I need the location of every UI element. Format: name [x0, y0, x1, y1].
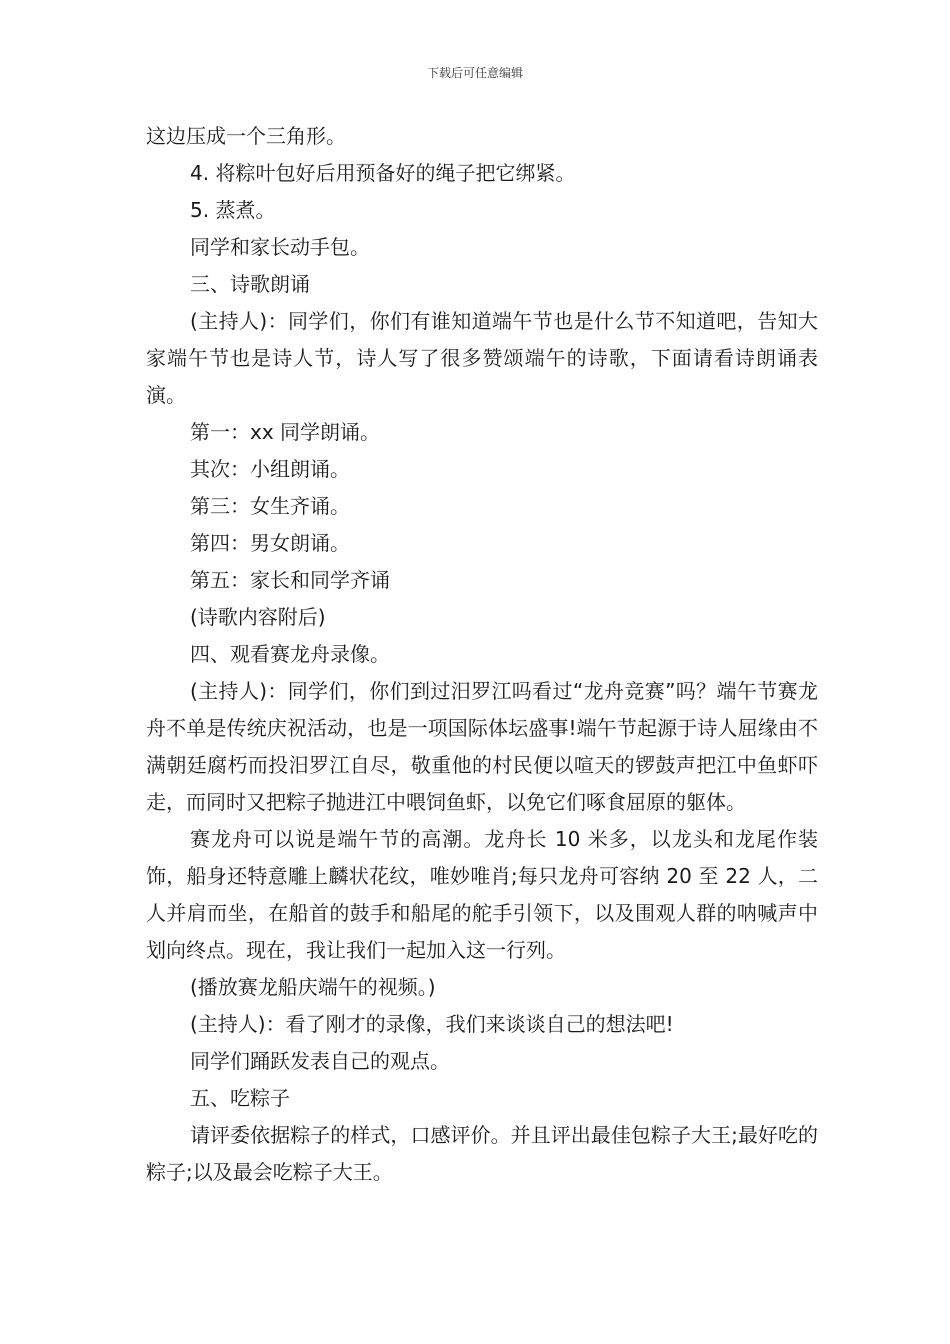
section-heading: 三、诗歌朗诵: [190, 272, 310, 296]
paragraph: 其次：小组朗诵。: [190, 457, 350, 481]
paragraph: 同学们踊跃发表自己的观点。: [190, 1049, 450, 1073]
paragraph: (主持人)：看了刚才的录像，我们来谈谈自己的想法吧!: [190, 1012, 674, 1036]
paragraph: (主持人)：同学们，你们有谁知道端午节也是什么节不知道吧，告知大家端午节也是诗人节，诗人写了很多赞颂端午的诗歌，下面请看诗朗诵表演。: [146, 309, 818, 407]
paragraph: 4. 将粽叶包好后用预备好的绳子把它绑紧。: [190, 161, 576, 185]
document-body: [146, 118, 818, 1191]
paragraph: 这边压成一个三角形。: [146, 124, 346, 148]
paragraph: 第五：家长和同学齐诵: [190, 568, 390, 592]
section-heading: 五、吃粽子: [190, 1086, 290, 1110]
paragraph: 请评委依据粽子的样式，口感评价。并且评出最佳包粽子大王;最好吃的粽子;以及最会吃粽子大王。: [146, 1123, 818, 1184]
paragraph: (播放赛龙船庆端午的视频。): [190, 975, 436, 999]
paragraph: (主持人)：同学们，你们到过汨罗江吗看过“龙舟竞赛”吗？端午节赛龙舟不单是传统庆祝活动，也是一项国际体坛盛事!端午节起源于诗人屈缘由不满朝廷腐朽而投汨罗江自尽，敬重他的村民便以喧天的锣鼓声把江中鱼虾吓走，而同时又把粽子抛进江中喂饲鱼虾，以免它们啄食屈原的躯体。: [146, 679, 818, 814]
page-header: 下载后可任意编辑: [426, 66, 523, 80]
paragraph: 第一：xx 同学朗诵。: [190, 420, 381, 444]
paragraph: 第三：女生齐诵。: [190, 494, 350, 518]
paragraph: 5. 蒸煮。: [190, 198, 276, 222]
paragraph: 同学和家长动手包。: [190, 235, 370, 259]
section-heading: 四、观看赛龙舟录像。: [190, 642, 390, 666]
paragraph: (诗歌内容附后): [190, 605, 326, 629]
paragraph: 第四：男女朗诵。: [190, 531, 350, 555]
paragraph: 赛龙舟可以说是端午节的高潮。龙舟长 10 米多，以龙头和龙尾作装饰，船身还特意雕上麟状花纹，唯妙唯肖;每只龙舟可容纳 20 至 22 人，二人并肩而坐，在船首的鼓手和船尾的舵手引领下，以及围观人群的呐喊声中划向终点。现在，我让我们一起加入这一行列。: [146, 827, 818, 962]
